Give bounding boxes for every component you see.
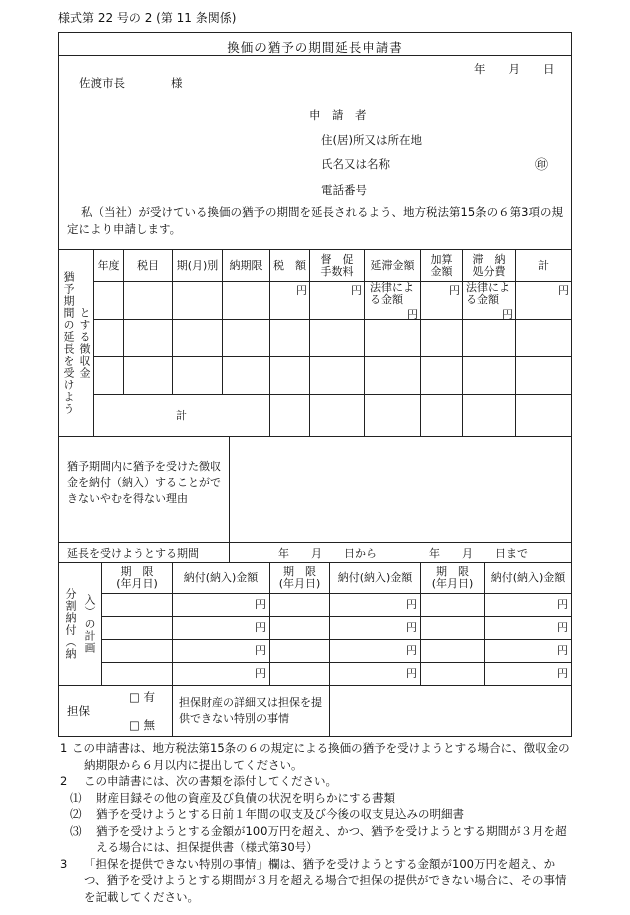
statement: 私（当社）が受けている換価の猶予の期間を延長されるよう、地方税法第15条の６第3項の規定により申請します。 xyxy=(67,205,563,236)
tax-table-total-label: 計 xyxy=(176,408,187,422)
note-number: 1 xyxy=(60,741,68,755)
plan-yen: 円 xyxy=(557,598,568,611)
plan-side-label-2: 入）の計画 xyxy=(83,594,96,654)
col-header-period: 期(月)別 xyxy=(176,258,219,272)
yen-total: 円 xyxy=(558,284,569,297)
plan-yen: 円 xyxy=(255,644,266,657)
note-text: 猶予を受けようとする日前１年間の収支及び今後の収支見込みの明細書 xyxy=(96,807,464,821)
note-3 xyxy=(58,856,572,906)
note-text: この申請書は、地方税法第15条の６の規定による換価の猶予を受けようとする場合に、徴収金の納期限から６月以内に提出してください。 xyxy=(72,741,570,772)
reason-label: 猶予期間内に猶予を受けた徴収金を納付（納入）することができないやむを得ない理由 xyxy=(67,460,221,505)
plan-yen: 円 xyxy=(406,667,417,680)
note-text: 猶予を受けようとする金額が100万円を超え、かつ、猶予を受けようとする期間が３月を超える場合には、担保提供書（様式第30号） xyxy=(96,823,567,854)
plan-yen: 円 xyxy=(255,667,266,680)
law-amount-delinquency: 法律によ る金額 xyxy=(370,281,414,306)
applicant-header: 申 請 者 xyxy=(309,108,367,122)
plan-col-amount-3: 納付(納入)金額 xyxy=(490,571,566,584)
plan-yen: 円 xyxy=(255,598,266,611)
note-number: ⑶ xyxy=(70,823,82,838)
date-line: 年 月 日 xyxy=(474,62,555,76)
note-number: 2 xyxy=(60,774,68,788)
period-to: 年 月 日まで xyxy=(429,547,528,560)
plan-yen: 円 xyxy=(557,667,568,680)
col-header-disposal-cost: 滞 納 処分費 xyxy=(472,252,506,278)
plan-side-label-1: 分割納付（納 xyxy=(64,588,77,660)
plan-yen: 円 xyxy=(255,621,266,634)
col-header-tax-item: 税目 xyxy=(137,258,159,272)
col-header-fiscal-year: 年度 xyxy=(97,258,120,272)
tax-table-side-label-1: 猶予期間の延長を受けよう xyxy=(62,270,75,415)
form-title: 換価の猶予の期間延長申請書 xyxy=(227,40,403,55)
note-2-2 xyxy=(58,806,572,823)
note-1 xyxy=(58,740,572,773)
col-header-tax-amount: 税 額 xyxy=(273,258,306,272)
col-header-due-date: 納期限 xyxy=(229,258,263,272)
yen-delinquency: 円 xyxy=(407,308,418,321)
collateral-detail-label: 担保財産の詳細又は担保を提供できない特別の事情 xyxy=(179,696,322,725)
plan-col-amount-1: 納付(納入)金額 xyxy=(183,571,259,584)
plan-col-amount-2: 納付(納入)金額 xyxy=(337,571,413,584)
application-form xyxy=(58,32,572,737)
notes xyxy=(58,740,572,905)
period-label: 延長を受けようとする期間 xyxy=(67,547,199,560)
note-text: 「担保を提供できない特別の事情」欄は、猶予を受けようとする金額が100万円を超え、かつ、猶予を受けようとする期間が３月を超える場合で担保の提供ができない場合に、その事情を記載してください。 xyxy=(84,856,567,904)
plan-col-deadline-3: 期 限 (年月日) xyxy=(431,565,474,590)
col-header-demand-fee: 督 促 手数料 xyxy=(320,252,354,278)
plan-yen: 円 xyxy=(557,644,568,657)
applicant-name: 氏名又は名称 xyxy=(321,157,390,171)
collateral-no-checkbox[interactable]: □ 無 xyxy=(129,718,156,732)
yen-tax-amount: 円 xyxy=(296,284,307,297)
plan-yen: 円 xyxy=(406,621,417,634)
form-code: 様式第 22 号の 2 (第 11 条関係) xyxy=(58,11,237,25)
applicant-address: 住(居)所又は所在地 xyxy=(321,133,422,147)
period-from: 年 月 日から xyxy=(278,547,377,560)
note-2 xyxy=(58,773,572,790)
plan-yen: 円 xyxy=(557,621,568,634)
addressee: 佐渡市長 様 xyxy=(79,76,183,90)
yen-demand-fee: 円 xyxy=(351,284,362,297)
yen-additional: 円 xyxy=(449,284,460,297)
note-number: 3 xyxy=(60,856,68,871)
note-number: ⑴ xyxy=(70,790,82,805)
col-header-delinquency: 延滞金額 xyxy=(370,258,415,272)
plan-yen: 円 xyxy=(406,598,417,611)
applicant-phone: 電話番号 xyxy=(321,183,367,197)
note-number: ⑵ xyxy=(70,807,82,821)
note-text: この申請書には、次の書類を添付してください。 xyxy=(84,774,337,788)
note-text: 財産目録その他の資産及び負債の状況を明らかにする書類 xyxy=(96,790,395,805)
plan-yen: 円 xyxy=(406,644,417,657)
yen-disposal: 円 xyxy=(502,308,513,321)
plan-col-deadline-2: 期 限 (年月日) xyxy=(278,565,321,590)
tax-table-side-label-2: とする徴収金 xyxy=(78,306,91,379)
collateral-yes-checkbox[interactable]: □ 有 xyxy=(129,690,156,704)
note-2-1 xyxy=(58,790,572,807)
col-header-total: 計 xyxy=(538,258,549,272)
collateral-label: 担保 xyxy=(67,704,90,718)
seal-mark: ㊞ xyxy=(535,158,549,173)
law-amount-disposal: 法律によ る金額 xyxy=(466,281,510,306)
plan-col-deadline-1: 期 限 (年月日) xyxy=(116,565,158,590)
note-2-3 xyxy=(58,823,572,856)
col-header-additional: 加算 金額 xyxy=(430,252,453,278)
